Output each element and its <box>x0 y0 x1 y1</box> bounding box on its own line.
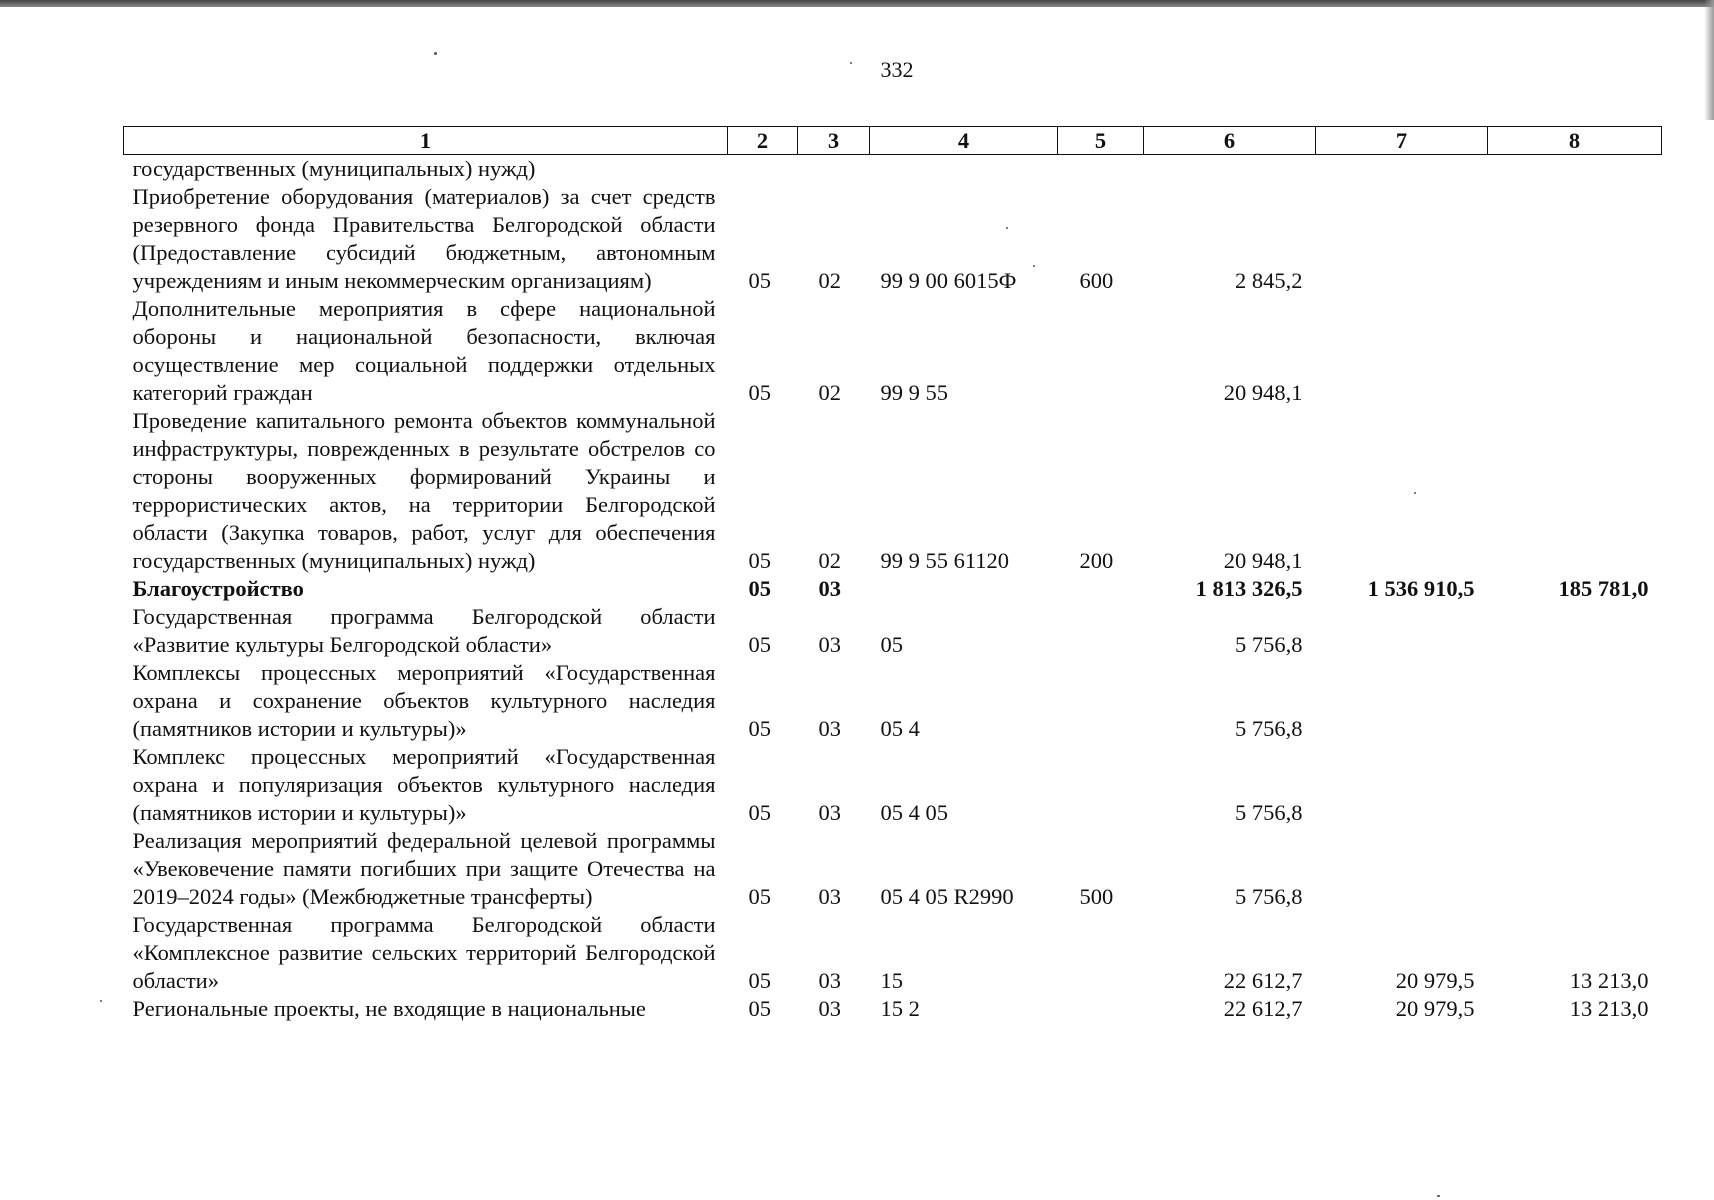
row-amount-col6: 2 845,2 <box>1235 268 1303 293</box>
row-amount-col8 <box>1488 743 1662 827</box>
row-name: Государственная программа Белгородской области «Комплексное развитие сельских территорий Белгородской области» <box>132 912 716 993</box>
scan-speck <box>1414 492 1416 494</box>
row-subsection-code: 03 <box>818 632 841 657</box>
row-expense-type-code: 600 <box>1079 268 1114 293</box>
table-row <box>124 155 1662 184</box>
row-target-article-code <box>870 575 1058 603</box>
table-row <box>124 407 1662 575</box>
row-target-article-code: 05 4 <box>880 716 920 741</box>
scan-speck <box>1006 227 1008 229</box>
row-expense-type-code <box>1058 995 1144 1023</box>
row-name: Дополнительные мероприятия в сфере национальной обороны и национальной безопасности, включая осуществление мер социальной поддержки отдельных категорий граждан <box>132 296 716 405</box>
table-row <box>124 183 1662 295</box>
row-section-code: 05 <box>748 548 771 573</box>
column-number: 6 <box>1144 127 1316 155</box>
row-amount-col8 <box>1488 155 1662 184</box>
table-row <box>124 575 1662 603</box>
row-section-code <box>728 155 798 184</box>
row-target-article-code: 99 9 00 6015Ф <box>880 268 1017 293</box>
row-name: Приобретение оборудования (материалов) за счет средств резервного фонда Правительства Белгородской области (Предоставление субсидий бюджетным, автономным учреждениям и иным некоммерческим организациям) <box>132 184 716 293</box>
row-subsection-code: 03 <box>818 800 841 825</box>
row-expense-type-code <box>1058 295 1144 407</box>
row-subsection-code: 02 <box>818 380 841 405</box>
scan-speck <box>850 62 852 64</box>
row-target-article-code: 05 <box>880 632 903 657</box>
column-number: 1 <box>124 127 728 155</box>
row-subsection-code <box>798 155 870 184</box>
row-target-article-code: 05 4 05 <box>880 800 948 825</box>
row-amount-col7: 20 979,5 <box>1395 968 1475 993</box>
row-subsection-code: 03 <box>818 996 841 1021</box>
row-expense-type-code <box>1058 603 1144 659</box>
row-amount-col7 <box>1316 183 1488 295</box>
scan-speck <box>1437 1195 1440 1197</box>
row-amount-col6: 5 756,8 <box>1235 800 1303 825</box>
row-amount-col8: 13 213,0 <box>1569 968 1649 993</box>
row-subsection-code: 03 <box>818 576 841 601</box>
column-number: 4 <box>870 127 1058 155</box>
row-section-code: 05 <box>748 968 771 993</box>
row-subsection-code: 03 <box>818 968 841 993</box>
column-number: 7 <box>1316 127 1488 155</box>
row-expense-type-code <box>1058 155 1144 184</box>
row-target-article-code: 05 4 05 R2990 <box>880 884 1014 909</box>
row-amount-col8: 185 781,0 <box>1558 576 1649 601</box>
row-target-article-code <box>870 155 1058 184</box>
row-amount-col7: 1 536 910,5 <box>1367 576 1475 601</box>
column-number: 3 <box>798 127 870 155</box>
row-target-article-code: 99 9 55 61120 <box>880 548 1010 573</box>
scan-speck <box>100 1000 102 1002</box>
page-number: 332 <box>880 57 914 82</box>
row-name: Комплексы процессных мероприятий «Государственная охрана и сохранение объектов культурного наследия (памятников истории и культуры)» <box>132 660 716 741</box>
row-name: Государственная программа Белгородской области «Развитие культуры Белгородской области» <box>132 604 716 657</box>
row-expense-type-code: 200 <box>1079 548 1114 573</box>
row-amount-col6: 5 756,8 <box>1235 884 1303 909</box>
row-amount-col6: 22 612,7 <box>1223 968 1303 993</box>
column-number: 5 <box>1058 127 1144 155</box>
budget-table <box>123 126 1662 1023</box>
scan-edge-top <box>0 0 1714 7</box>
row-amount-col6 <box>1144 155 1316 184</box>
row-amount-col7 <box>1316 603 1488 659</box>
row-amount-col6: 5 756,8 <box>1235 632 1303 657</box>
row-section-code: 05 <box>748 996 771 1021</box>
table-row <box>124 603 1662 659</box>
row-amount-col7 <box>1316 743 1488 827</box>
table-row <box>124 659 1662 743</box>
scan-speck <box>434 52 437 55</box>
row-amount-col8 <box>1488 659 1662 743</box>
row-name: Региональные проекты, не входящие в национальные <box>132 996 646 1021</box>
row-section-code: 05 <box>748 884 771 909</box>
row-amount-col6: 5 756,8 <box>1235 716 1303 741</box>
row-amount-col8 <box>1488 295 1662 407</box>
row-section-code: 05 <box>748 380 771 405</box>
table-row <box>124 995 1662 1023</box>
row-expense-type-code <box>1058 911 1144 995</box>
row-amount-col7: 20 979,5 <box>1395 996 1475 1021</box>
row-amount-col8 <box>1488 827 1662 911</box>
table-row <box>124 911 1662 995</box>
row-expense-type-code <box>1058 575 1144 603</box>
row-section-code: 05 <box>748 268 771 293</box>
column-number: 8 <box>1488 127 1662 155</box>
row-section-code: 05 <box>748 632 771 657</box>
row-amount-col6: 1 813 326,5 <box>1195 576 1303 601</box>
row-amount-col7 <box>1316 407 1488 575</box>
row-target-article-code: 15 <box>880 968 903 993</box>
row-expense-type-code: 500 <box>1079 884 1114 909</box>
row-section-code: 05 <box>748 716 771 741</box>
row-amount-col7 <box>1316 155 1488 184</box>
table-row <box>124 743 1662 827</box>
row-amount-col7 <box>1316 659 1488 743</box>
row-amount-col6: 22 612,7 <box>1223 996 1303 1021</box>
row-expense-type-code <box>1058 659 1144 743</box>
row-amount-col8 <box>1488 183 1662 295</box>
row-target-article-code: 15 2 <box>880 996 920 1021</box>
row-amount-col7 <box>1316 295 1488 407</box>
row-amount-col8: 13 213,0 <box>1569 996 1649 1021</box>
row-subsection-code: 02 <box>818 548 841 573</box>
row-section-code: 05 <box>748 800 771 825</box>
row-amount-col8 <box>1488 407 1662 575</box>
row-subsection-code: 02 <box>818 268 841 293</box>
row-amount-col8 <box>1488 603 1662 659</box>
row-name: Комплекс процессных мероприятий «Государственная охрана и популяризация объектов культурного наследия (памятников истории и культуры)» <box>132 744 716 825</box>
row-subsection-code: 03 <box>818 884 841 909</box>
column-number: 2 <box>728 127 798 155</box>
row-name: Проведение капитального ремонта объектов коммунальной инфраструктуры, поврежденных в результате обстрелов со стороны вооруженных формирований Украины и террористических актов, на территории Белгородской области (Закупка товаров, работ, услуг для обеспечения государственных (муниципальных) нужд) <box>132 408 716 573</box>
scan-speck <box>1033 265 1035 267</box>
row-subsection-code: 03 <box>818 716 841 741</box>
row-target-article-code: 99 9 55 <box>880 380 948 405</box>
row-section-code: 05 <box>748 576 771 601</box>
row-amount-col7 <box>1316 827 1488 911</box>
row-amount-col6: 20 948,1 <box>1223 548 1303 573</box>
table-row <box>124 827 1662 911</box>
table-row <box>124 295 1662 407</box>
row-name: Реализация мероприятий федеральной целевой программы «Увековечение памяти погибших при защите Отечества на 2019–2024 годы» (Межбюджетные трансферты) <box>132 828 716 909</box>
column-number-row <box>124 127 1662 155</box>
row-expense-type-code <box>1058 743 1144 827</box>
row-amount-col6: 20 948,1 <box>1223 380 1303 405</box>
table-body <box>124 155 1662 1024</box>
row-name: Благоустройство <box>132 576 304 601</box>
row-name: государственных (муниципальных) нужд) <box>132 156 536 181</box>
